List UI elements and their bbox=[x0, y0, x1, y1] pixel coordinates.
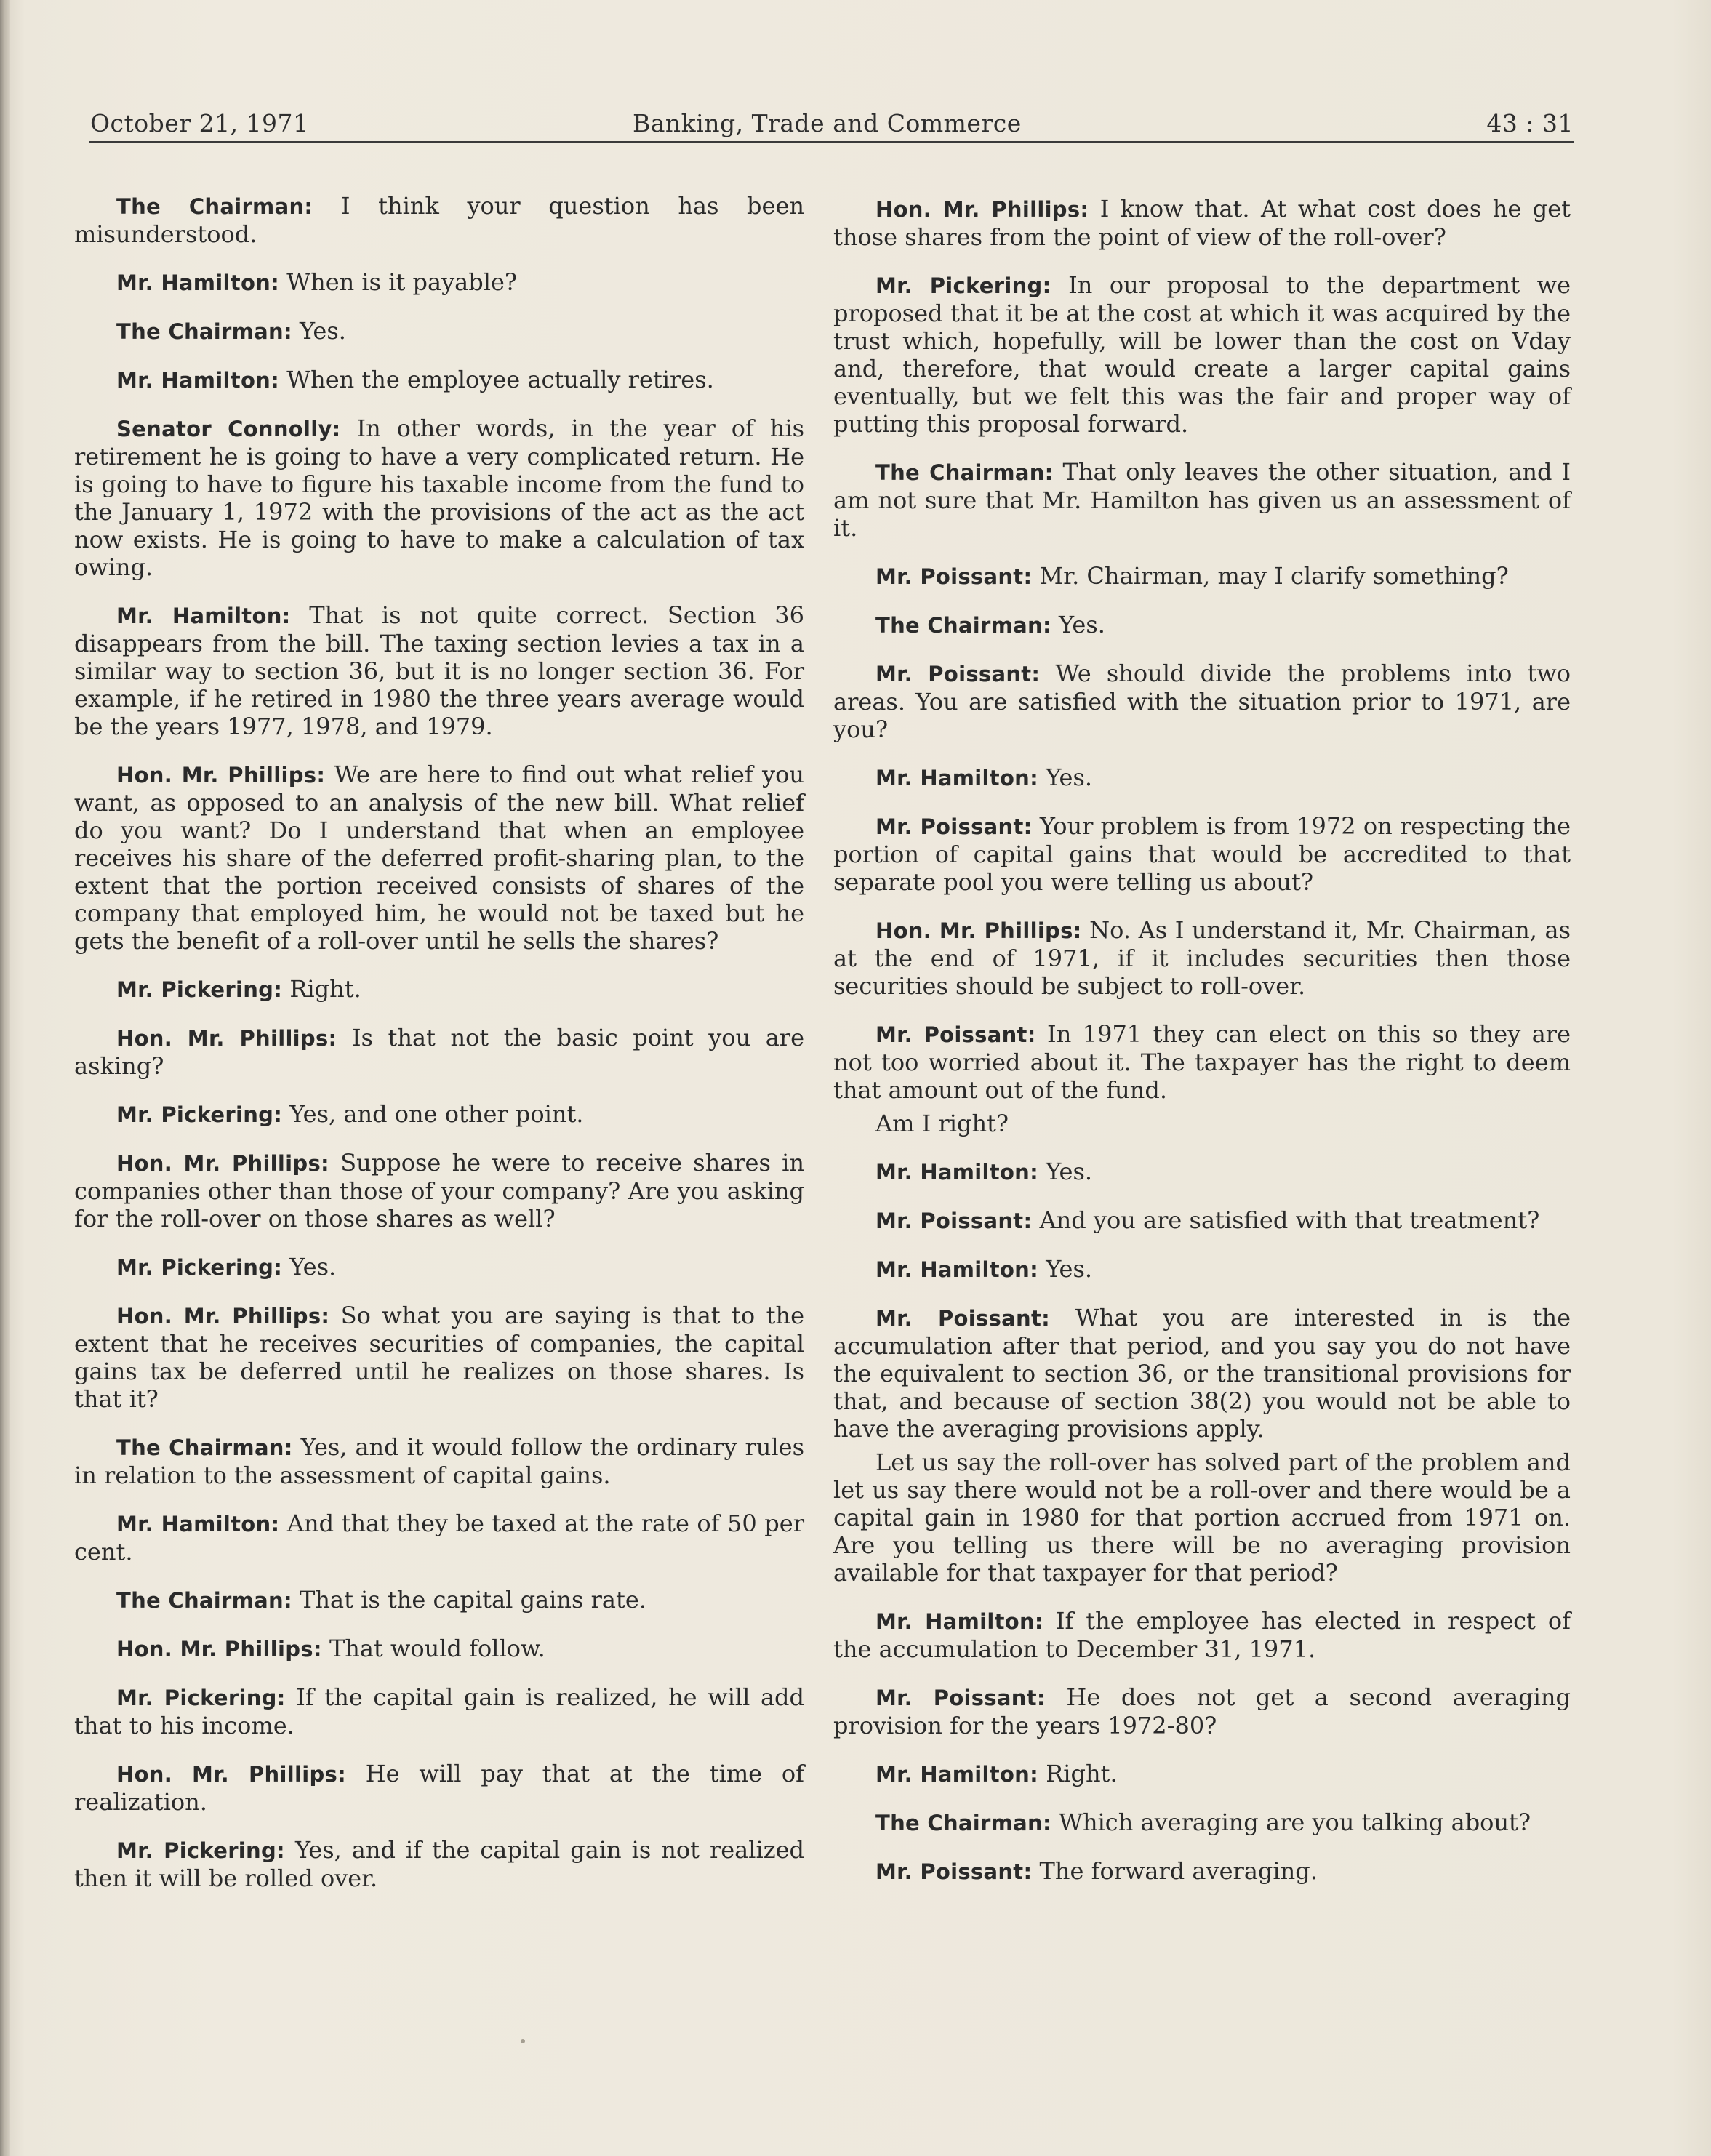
speaker-name: Mr. Poissant: bbox=[875, 1686, 1046, 1710]
speaker-name: Mr. Hamilton: bbox=[875, 1609, 1043, 1634]
speaker-name: Mr. Poissant: bbox=[875, 814, 1033, 839]
speaker-name: Mr. Pickering: bbox=[116, 1102, 283, 1127]
dialogue-paragraph bbox=[833, 1607, 1571, 1663]
speaker-name: Mr. Hamilton: bbox=[116, 270, 280, 295]
dialogue-paragraph bbox=[833, 812, 1571, 896]
speaker-name: Hon. Mr. Phillips: bbox=[116, 763, 326, 788]
dialogue-paragraph bbox=[74, 366, 804, 394]
speech-text: Yes, and one other point. bbox=[289, 1100, 584, 1128]
dialogue-paragraph bbox=[74, 761, 804, 955]
speaker-name: Mr. Poissant: bbox=[875, 1306, 1051, 1331]
speaker-name: Hon. Mr. Phillips: bbox=[116, 1762, 346, 1787]
speaker-name: The Chairman: bbox=[875, 1811, 1051, 1835]
dialogue-paragraph bbox=[74, 1433, 804, 1489]
dialogue-paragraph bbox=[74, 192, 804, 248]
dialogue-paragraph bbox=[833, 1158, 1571, 1186]
speaker-name: Mr. Hamilton: bbox=[116, 1512, 280, 1536]
speech-text: Yes. bbox=[1046, 1255, 1093, 1283]
dialogue-paragraph bbox=[833, 1020, 1571, 1104]
speaker-name: The Chairman: bbox=[875, 460, 1054, 485]
header-page-number: 43 : 31 bbox=[1486, 109, 1574, 137]
header-rule bbox=[89, 141, 1574, 143]
speaker-name: Hon. Mr. Phillips: bbox=[116, 1304, 330, 1329]
dialogue-paragraph bbox=[833, 1683, 1571, 1739]
speaker-name: Mr. Poissant: bbox=[875, 1022, 1036, 1047]
speaker-name: Hon. Mr. Phillips: bbox=[116, 1637, 322, 1662]
speech-text: Which averaging are you talking about? bbox=[1059, 1808, 1531, 1836]
speech-text: I know that. At what cost does he get those shares from the point of view of the roll-over? bbox=[833, 195, 1571, 251]
dialogue-paragraph bbox=[74, 1253, 804, 1281]
speech-text: That is not quite correct. Section 36 disappears from the bill. The taxing section levies a tax in a similar way to section 36, but it is no longer section 36. For example, if he retired in 1980 the three years average would be the years 1977, 1978, and 1979. bbox=[74, 601, 805, 740]
speech-text: Yes. bbox=[1059, 611, 1105, 638]
dialogue-paragraph bbox=[74, 317, 804, 345]
speech-text: In 1971 they can elect on this so they are not too worried about it. The taxpayer has the right to deem that amount out of the fund. bbox=[833, 1020, 1571, 1104]
speech-text: That would follow. bbox=[329, 1635, 545, 1662]
speech-text: Am I right? bbox=[875, 1110, 1009, 1137]
dialogue-paragraph bbox=[833, 458, 1571, 542]
dialogue-paragraph bbox=[74, 1149, 804, 1233]
speech-text: What you are interested in is the accumulation after that period, and you say you do not have the equivalent to section 36, or the transitional provisions for that, and because of section 38(2) you would not be able to have the averaging provisions apply. bbox=[833, 1304, 1571, 1443]
speaker-name: The Chairman: bbox=[875, 613, 1051, 638]
dialogue-paragraph bbox=[74, 601, 804, 740]
dialogue-paragraph bbox=[833, 1255, 1571, 1283]
header-date: October 21, 1971 bbox=[90, 109, 309, 137]
speaker-name: Mr. Poissant: bbox=[875, 1209, 1033, 1233]
right-column bbox=[833, 195, 1571, 1906]
speech-text: When the employee actually retires. bbox=[286, 366, 714, 393]
speaker-name: Senator Connolly: bbox=[116, 417, 341, 441]
dialogue-paragraph bbox=[833, 1760, 1571, 1788]
speaker-name: The Chairman: bbox=[116, 319, 292, 344]
page-smudge bbox=[521, 2039, 525, 2043]
dialogue-paragraph bbox=[833, 1857, 1571, 1886]
speaker-name: Mr. Hamilton: bbox=[875, 1160, 1039, 1185]
speaker-name: Mr. Poissant: bbox=[875, 1859, 1033, 1884]
speaker-name: Mr. Hamilton: bbox=[875, 1762, 1039, 1787]
speech-text: In other words, in the year of his retirement he is going to have a very complicated return. He is going to have to figure his taxable income from the fund to the January 1, 1972 with the provisions of the act as the act now exists. He is going to have to make a calculation of tax owing. bbox=[74, 414, 805, 581]
running-header bbox=[89, 109, 1574, 145]
speaker-name: Mr. Pickering: bbox=[875, 273, 1051, 298]
dialogue-paragraph bbox=[833, 1206, 1571, 1235]
speech-text: If the capital gain is realized, he will add that to his income. bbox=[74, 1683, 804, 1739]
dialogue-paragraph bbox=[833, 660, 1571, 743]
speech-text: I think your question has been misunderstood. bbox=[74, 192, 805, 248]
dialogue-paragraph bbox=[833, 1304, 1571, 1443]
dialogue-paragraph bbox=[833, 195, 1571, 251]
speech-text: And that they be taxed at the rate of 50 per cent. bbox=[74, 1510, 805, 1566]
dialogue-paragraph bbox=[833, 611, 1571, 639]
dialogue-paragraph bbox=[74, 1024, 804, 1080]
speaker-name: Mr. Pickering: bbox=[116, 1838, 285, 1863]
speech-text: So what you are saying is that to the extent that he receives securities of companies, the capital gains tax be deferred until he realizes on those shares. Is that it? bbox=[74, 1302, 805, 1413]
speech-text: No. As I understand it, Mr. Chairman, as at the end of 1971, if it includes securities then those securities should be subject to roll-over. bbox=[833, 916, 1571, 1000]
speech-text: Yes. bbox=[1046, 764, 1093, 791]
speech-text: In our proposal to the department we proposed that it be at the cost at which it was acquired by the trust which, hopefully, will be lower than the cost on Vday and, therefore, that would create a larger capital gains eventually, but we felt this was the fair and proper way of putting this proposal forward. bbox=[833, 271, 1571, 438]
speech-text: Is that not the basic point you are asking? bbox=[74, 1024, 805, 1080]
speaker-name: Hon. Mr. Phillips: bbox=[875, 918, 1082, 943]
speaker-name: Mr. Pickering: bbox=[116, 1255, 283, 1280]
speech-text: Yes. bbox=[289, 1253, 337, 1281]
speech-text: Suppose he were to receive shares in companies other than those of your company? Are you asking for the roll-over on those shares as well? bbox=[74, 1149, 804, 1233]
dialogue-paragraph bbox=[833, 764, 1571, 792]
speech-text: That is the capital gains rate. bbox=[300, 1586, 646, 1614]
speaker-name: Mr. Hamilton: bbox=[116, 368, 280, 393]
speech-text: He does not get a second averaging provision for the years 1972-80? bbox=[833, 1683, 1571, 1739]
speaker-name: The Chairman: bbox=[116, 1435, 293, 1460]
speaker-name: Hon. Mr. Phillips: bbox=[116, 1151, 329, 1176]
speaker-name: Mr. Pickering: bbox=[116, 1686, 286, 1710]
speaker-name: The Chairman: bbox=[116, 194, 313, 219]
speech-text: Right. bbox=[1046, 1760, 1118, 1787]
speech-text: Your problem is from 1972 on respecting the portion of capital gains that would be accredited to that separate pool you were telling us about? bbox=[833, 812, 1571, 896]
speech-text: Mr. Chairman, may I clarify something? bbox=[1039, 562, 1509, 590]
dialogue-paragraph bbox=[74, 1302, 804, 1413]
dialogue-paragraph bbox=[833, 1448, 1571, 1587]
speaker-name: Mr. Poissant: bbox=[875, 564, 1033, 589]
speaker-name: Hon. Mr. Phillips: bbox=[875, 197, 1089, 222]
speech-text: Yes. bbox=[300, 317, 346, 345]
dialogue-paragraph bbox=[833, 271, 1571, 438]
dialogue-paragraph bbox=[74, 1683, 804, 1739]
dialogue-paragraph bbox=[74, 1836, 804, 1892]
dialogue-paragraph bbox=[74, 268, 804, 297]
speech-text: The forward averaging. bbox=[1039, 1857, 1318, 1885]
dialogue-paragraph bbox=[74, 414, 804, 581]
speaker-name: Mr. Pickering: bbox=[116, 977, 283, 1002]
dialogue-paragraph bbox=[833, 1110, 1571, 1137]
dialogue-paragraph bbox=[74, 1510, 804, 1566]
speaker-name: Mr. Hamilton: bbox=[875, 766, 1039, 790]
speech-text: We should divide the problems into two areas. You are satisfied with the situation prior to 1971, are you? bbox=[833, 660, 1571, 743]
speech-text: Let us say the roll-over has solved part of the problem and let us say there would not be a roll-over and there would be a capital gain in 1980 for that portion accrued from 1971 on. Are you telling us there will be no averaging provision available for that taxpayer for that period? bbox=[833, 1448, 1571, 1587]
dialogue-paragraph bbox=[74, 1635, 804, 1663]
speaker-name: Mr. Hamilton: bbox=[875, 1257, 1039, 1282]
dialogue-paragraph bbox=[833, 916, 1571, 1000]
speech-text: Yes, and if the capital gain is not realized then it will be rolled over. bbox=[74, 1836, 805, 1892]
speech-text: He will pay that at the time of realization. bbox=[74, 1760, 805, 1816]
dialogue-paragraph bbox=[833, 562, 1571, 590]
speech-text: Yes, and it would follow the ordinary rules in relation to the assessment of capital gains. bbox=[74, 1433, 804, 1489]
speech-text: Yes. bbox=[1046, 1158, 1093, 1185]
dialogue-paragraph bbox=[74, 1100, 804, 1129]
left-column bbox=[74, 192, 804, 1912]
dialogue-paragraph bbox=[74, 1760, 804, 1816]
header-title: Banking, Trade and Commerce bbox=[633, 109, 1022, 137]
speaker-name: Hon. Mr. Phillips: bbox=[116, 1026, 337, 1051]
speech-text: That only leaves the other situation, and I am not sure that Mr. Hamilton has given us an assessment of it. bbox=[833, 458, 1571, 542]
speaker-name: Mr. Poissant: bbox=[875, 662, 1041, 686]
speech-text: And you are satisfied with that treatment? bbox=[1039, 1206, 1540, 1234]
speech-text: If the employee has elected in respect of the accumulation to December 31, 1971. bbox=[833, 1607, 1571, 1663]
dialogue-paragraph bbox=[833, 1808, 1571, 1837]
dialogue-paragraph bbox=[74, 975, 804, 1003]
speaker-name: Mr. Hamilton: bbox=[116, 604, 291, 628]
speaker-name: The Chairman: bbox=[116, 1588, 292, 1613]
speech-text: Right. bbox=[289, 975, 361, 1003]
speech-text: When is it payable? bbox=[286, 268, 518, 296]
dialogue-paragraph bbox=[74, 1586, 804, 1614]
speech-text: We are here to find out what relief you want, as opposed to an analysis of the new bill. What relief do you want? Do I understand that when an employee receives his share of the deferred profit-sharing plan, to the extent that the portion received consists of shares of the company that employed him, he would not be taxed but he gets the benefit of a roll-over until he sells the shares? bbox=[74, 761, 805, 955]
binding-edge bbox=[0, 0, 10, 2156]
